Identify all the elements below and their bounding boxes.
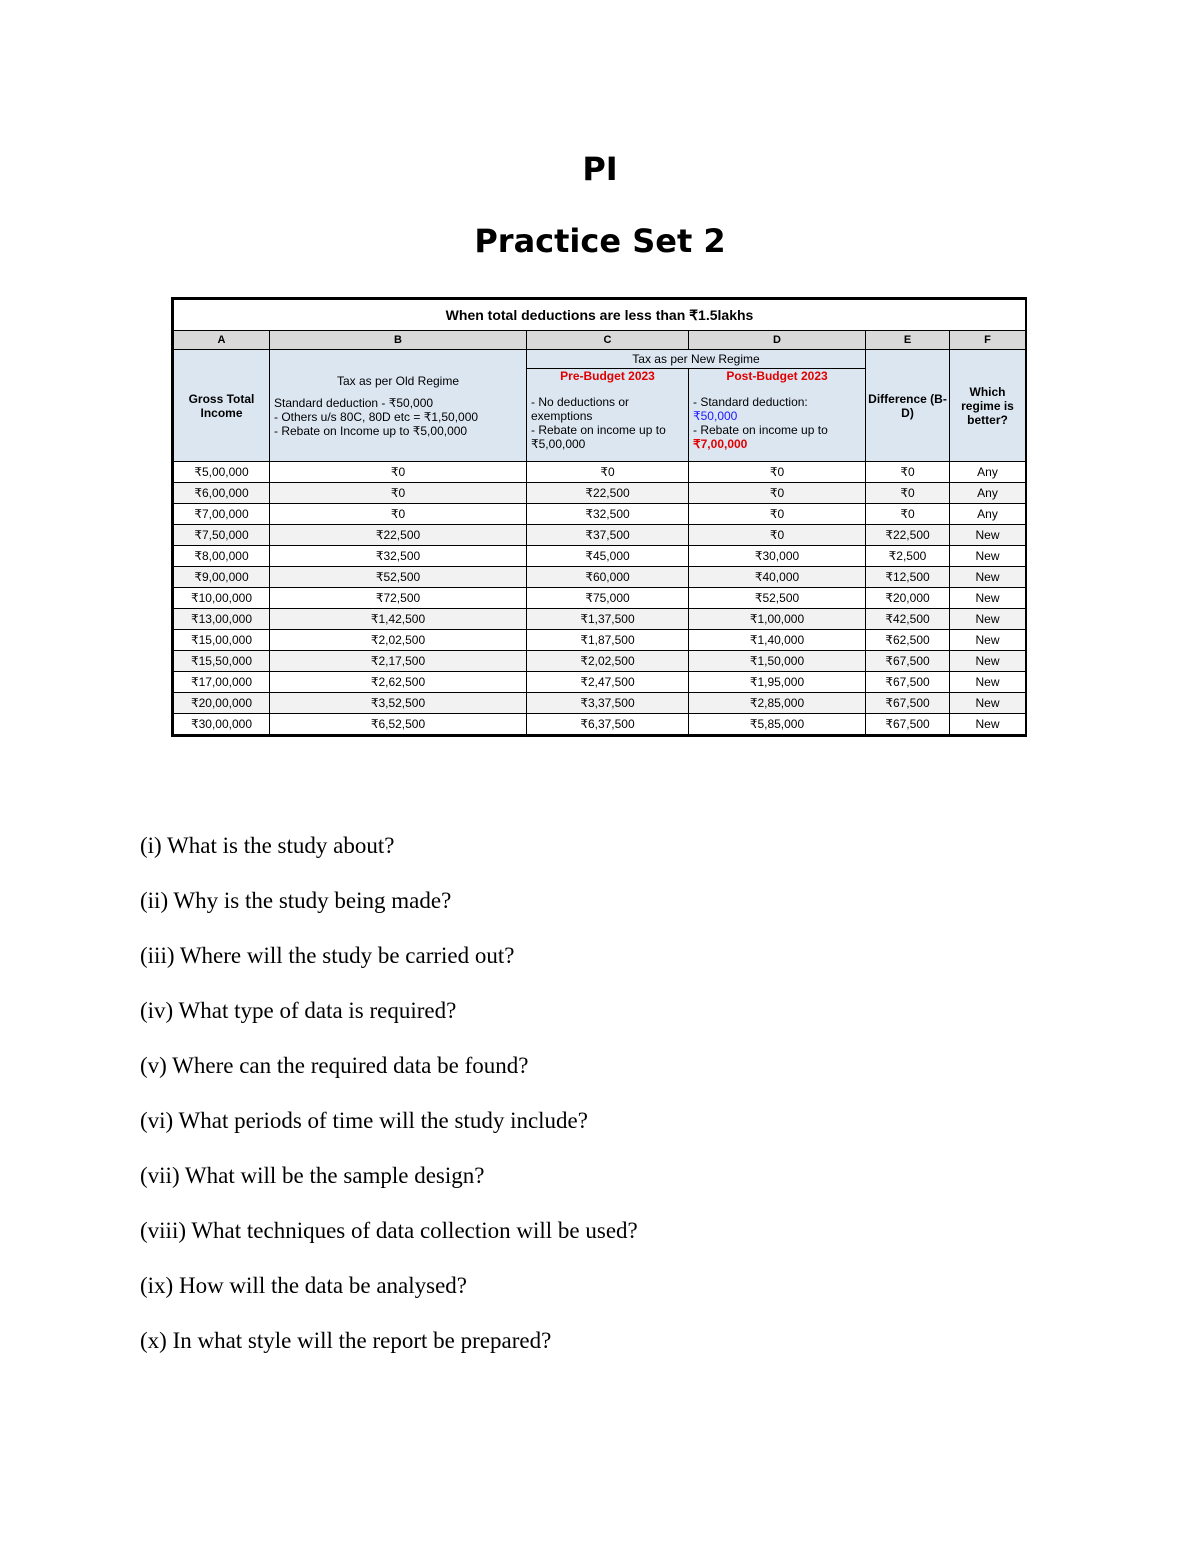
- pre-budget-line: - No deductions or exemptions: [531, 395, 630, 423]
- header-post-budget: [689, 369, 866, 462]
- table-cell: ₹2,85,000: [689, 693, 866, 714]
- table-cell: ₹67,500: [866, 693, 950, 714]
- table-cell: New: [950, 588, 1026, 609]
- tax-comparison-table-image: [171, 297, 1027, 737]
- table-cell: New: [950, 714, 1026, 735]
- post-budget-line: - Rebate on income up to: [693, 423, 828, 437]
- table-cell: ₹1,00,000: [689, 609, 866, 630]
- table-cell: ₹67,500: [866, 714, 950, 735]
- table-cell: ₹5,85,000: [689, 714, 866, 735]
- table-cell: ₹42,500: [866, 609, 950, 630]
- table-cell: ₹62,500: [866, 630, 950, 651]
- post-budget-line: ₹7,00,000: [693, 437, 748, 451]
- post-budget-line: - Standard deduction:: [693, 395, 808, 409]
- table-cell: ₹40,000: [689, 567, 866, 588]
- table-body: [174, 462, 1026, 735]
- header-old-regime: [270, 350, 527, 462]
- table-row: [174, 714, 1026, 735]
- table-cell: ₹0: [689, 525, 866, 546]
- question-item: (x) In what style will the report be prepared?: [140, 1328, 552, 1353]
- table-cell: New: [950, 525, 1026, 546]
- table-cell: ₹75,000: [527, 588, 689, 609]
- old-regime-title: Tax as per Old Regime: [336, 373, 460, 388]
- question-list: [140, 828, 638, 1378]
- table-cell: ₹1,87,500: [527, 630, 689, 651]
- table-cell: ₹2,17,500: [270, 651, 527, 672]
- table-cell: ₹13,00,000: [174, 609, 270, 630]
- table-cell: ₹45,000: [527, 546, 689, 567]
- table-row: [174, 567, 1026, 588]
- table-row: [174, 504, 1026, 525]
- table-cell: ₹5,00,000: [174, 462, 270, 483]
- table-cell: ₹6,00,000: [174, 483, 270, 504]
- table-cell: ₹22,500: [270, 525, 527, 546]
- old-regime-line: - Rebate on Income up to ₹5,00,000: [274, 423, 468, 438]
- question-item: (ix) How will the data be analysed?: [140, 1273, 467, 1298]
- table-cell: ₹1,37,500: [527, 609, 689, 630]
- question-item: (ii) Why is the study being made?: [140, 888, 452, 913]
- column-letter: A: [174, 331, 270, 350]
- column-letters-row: [174, 331, 1026, 350]
- table-cell: ₹3,52,500: [270, 693, 527, 714]
- header-which-regime: Which regime is better?: [950, 350, 1026, 462]
- column-letter: D: [689, 331, 866, 350]
- table-cell: ₹0: [866, 483, 950, 504]
- table-cell: ₹0: [689, 483, 866, 504]
- table-cell: ₹0: [866, 462, 950, 483]
- table-cell: ₹72,500: [270, 588, 527, 609]
- table-cell: ₹52,500: [689, 588, 866, 609]
- question-item: (i) What is the study about?: [140, 833, 395, 858]
- table-cell: New: [950, 672, 1026, 693]
- table-cell: ₹3,37,500: [527, 693, 689, 714]
- table-cell: ₹15,50,000: [174, 651, 270, 672]
- table-row: [174, 651, 1026, 672]
- table-cell: ₹15,00,000: [174, 630, 270, 651]
- table-row: [174, 693, 1026, 714]
- table-cell: ₹12,500: [866, 567, 950, 588]
- question-item: (v) Where can the required data be found?: [140, 1053, 529, 1078]
- table-cell: ₹6,52,500: [270, 714, 527, 735]
- table-cell: ₹0: [866, 504, 950, 525]
- table-row: [174, 546, 1026, 567]
- table-cell: ₹67,500: [866, 672, 950, 693]
- pre-budget-title: Pre-Budget 2023: [560, 369, 655, 383]
- post-budget-line: ₹50,000: [693, 409, 738, 423]
- question-item: (vii) What will be the sample design?: [140, 1163, 485, 1188]
- table-cell: ₹32,500: [527, 504, 689, 525]
- table-row: [174, 609, 1026, 630]
- table-cell: ₹0: [270, 462, 527, 483]
- table-cell: ₹7,50,000: [174, 525, 270, 546]
- table-cell: ₹1,50,000: [689, 651, 866, 672]
- table-cell: New: [950, 567, 1026, 588]
- table-cell: ₹22,500: [527, 483, 689, 504]
- header-row-1: [174, 350, 1026, 369]
- table-cell: New: [950, 651, 1026, 672]
- table-cell: ₹22,500: [866, 525, 950, 546]
- column-letter: E: [866, 331, 950, 350]
- table-cell: New: [950, 609, 1026, 630]
- header-difference: Difference (B-D): [866, 350, 950, 462]
- column-letter: B: [270, 331, 527, 350]
- question-item: (iv) What type of data is required?: [140, 998, 457, 1023]
- question-item: (viii) What techniques of data collection will be used?: [140, 1218, 638, 1243]
- table-cell: ₹20,000: [866, 588, 950, 609]
- table-cell: ₹1,42,500: [270, 609, 527, 630]
- post-budget-title: Post-Budget 2023: [726, 369, 828, 383]
- old-regime-line: Standard deduction - ₹50,000: [274, 395, 434, 410]
- page-title: PI: [582, 150, 618, 188]
- table-cell: ₹2,02,500: [527, 651, 689, 672]
- table-cell: ₹2,02,500: [270, 630, 527, 651]
- pre-budget-line: - Rebate on income up to ₹5,00,000: [531, 423, 666, 451]
- header-new-regime: Tax as per New Regime: [527, 350, 866, 369]
- table-caption: When total deductions are less than ₹1.5lakhs: [174, 300, 1026, 331]
- column-letter: F: [950, 331, 1026, 350]
- table-cell: ₹52,500: [270, 567, 527, 588]
- header-pre-budget: [527, 369, 689, 462]
- table-cell: New: [950, 630, 1026, 651]
- page-subtitle: Practice Set 2: [474, 222, 726, 260]
- table-cell: ₹2,500: [866, 546, 950, 567]
- table-cell: ₹60,000: [527, 567, 689, 588]
- table-row: [174, 588, 1026, 609]
- table-cell: ₹0: [689, 504, 866, 525]
- table-cell: Any: [950, 504, 1026, 525]
- table-row: [174, 483, 1026, 504]
- table-row: [174, 462, 1026, 483]
- table-cell: New: [950, 546, 1026, 567]
- table-cell: ₹32,500: [270, 546, 527, 567]
- table-cell: ₹67,500: [866, 651, 950, 672]
- table-cell: ₹0: [270, 483, 527, 504]
- table-cell: ₹7,00,000: [174, 504, 270, 525]
- table-cell: ₹1,40,000: [689, 630, 866, 651]
- table-cell: ₹20,00,000: [174, 693, 270, 714]
- table-cell: ₹37,500: [527, 525, 689, 546]
- table-row: [174, 630, 1026, 651]
- table-cell: ₹30,00,000: [174, 714, 270, 735]
- table-cell: ₹0: [270, 504, 527, 525]
- table-row: [174, 525, 1026, 546]
- column-letter: C: [527, 331, 689, 350]
- question-item: (vi) What periods of time will the study include?: [140, 1108, 588, 1133]
- table-cell: Any: [950, 462, 1026, 483]
- table-cell: ₹6,37,500: [527, 714, 689, 735]
- question-item: (iii) Where will the study be carried out?: [140, 943, 515, 968]
- table-cell: ₹9,00,000: [174, 567, 270, 588]
- table-cell: ₹17,00,000: [174, 672, 270, 693]
- table-cell: ₹1,95,000: [689, 672, 866, 693]
- table-cell: ₹2,47,500: [527, 672, 689, 693]
- table-cell: ₹30,000: [689, 546, 866, 567]
- table-cell: ₹10,00,000: [174, 588, 270, 609]
- table-cell: New: [950, 693, 1026, 714]
- table-cell: ₹8,00,000: [174, 546, 270, 567]
- tax-comparison-table: [173, 299, 1026, 735]
- table-row: [174, 672, 1026, 693]
- table-cell: Any: [950, 483, 1026, 504]
- header-gross-income: Gross Total Income: [174, 350, 270, 462]
- old-regime-line: - Others u/s 80C, 80D etc = ₹1,50,000: [274, 409, 479, 424]
- table-cell: ₹2,62,500: [270, 672, 527, 693]
- table-cell: ₹0: [689, 462, 866, 483]
- table-cell: ₹0: [527, 462, 689, 483]
